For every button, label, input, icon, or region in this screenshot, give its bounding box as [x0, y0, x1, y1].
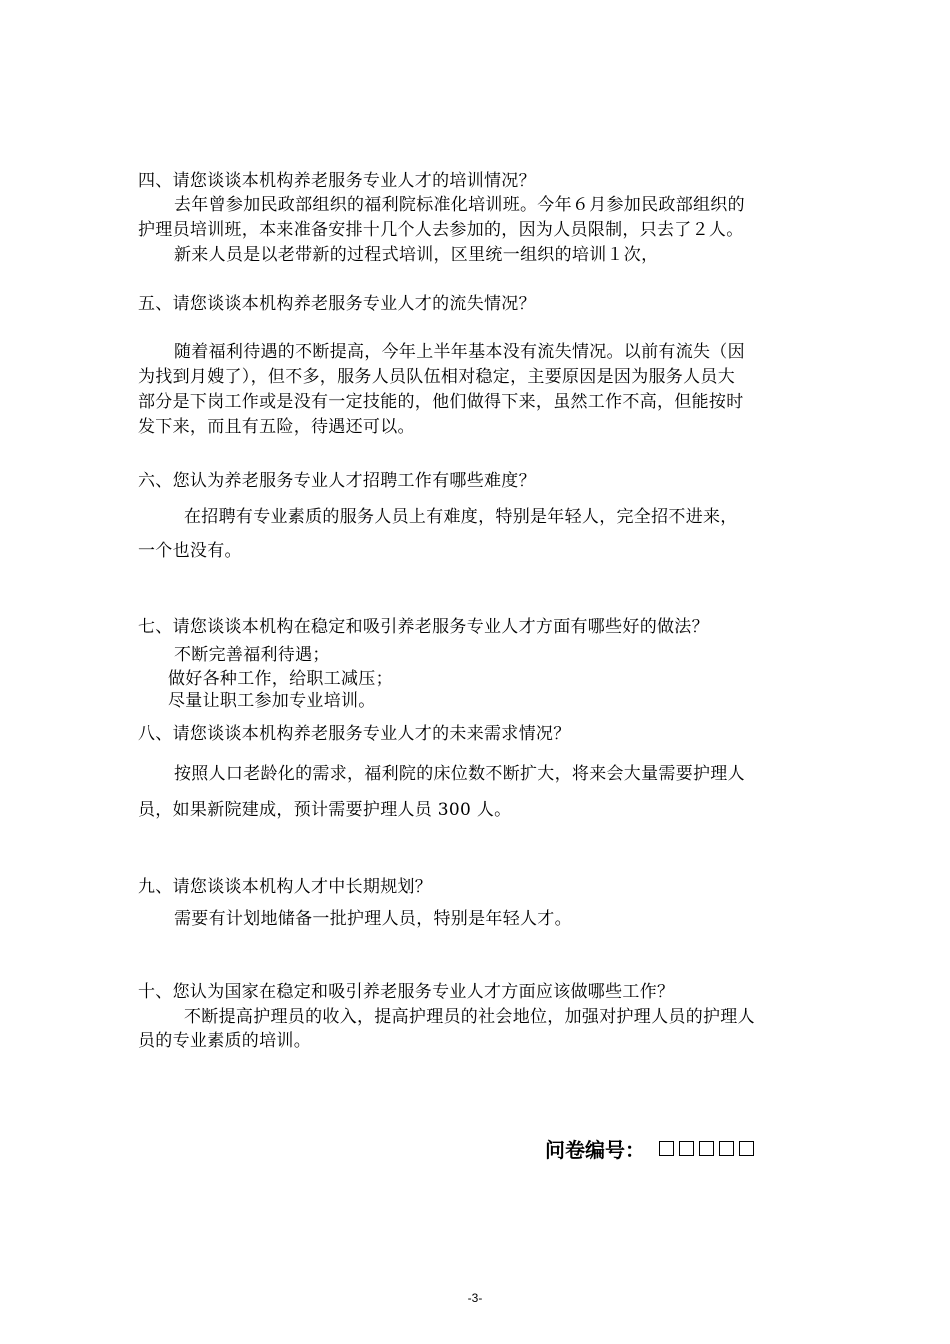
answer-10-line-1: 不断提高护理员的收入，提高护理员的社会地位，加强对护理人员的护理人	[184, 1007, 755, 1027]
question-7: 七、请您谈谈本机构在稳定和吸引养老服务专业人才方面有哪些好的做法？	[138, 617, 709, 637]
answer-7-line-1: 不断完善福利待遇；	[174, 645, 330, 665]
answer-6-line-2: 一个也没有。	[138, 541, 242, 561]
answer-5-line-2: 为找到月嫂了），但不多，服务人员队伍相对稳定，主要原因是因为服务人员大	[138, 367, 735, 387]
answer-7-line-3: 尽量让职工参加专业培训。	[168, 691, 376, 711]
question-10: 十、您认为国家在稳定和吸引养老服务专业人才方面应该做哪些工作？	[138, 982, 675, 1002]
answer-8-line-2: 员，如果新院建成，预计需要护理人员 300 人。	[138, 800, 512, 820]
question-6: 六、您认为养老服务专业人才招聘工作有哪些难度？	[138, 471, 536, 491]
answer-10-line-2: 员的专业素质的培训。	[138, 1031, 311, 1051]
question-8: 八、请您谈谈本机构养老服务专业人才的未来需求情况？	[138, 724, 571, 744]
questionnaire-number-boxes	[659, 1141, 758, 1156]
questionnaire-number-label: 问卷编号：	[545, 1138, 645, 1162]
answer-7-line-2: 做好各种工作，给职工减压；	[168, 669, 393, 689]
answer-4-line-1: 去年曾参加民政部组织的福利院标准化培训班。今年６月参加民政部组织的	[174, 195, 745, 215]
number-box	[719, 1141, 734, 1156]
number-box	[659, 1141, 674, 1156]
answer-4-line-3: 新来人员是以老带新的过程式培训，区里统一组织的培训１次，	[174, 245, 659, 265]
question-9: 九、请您谈谈本机构人才中长期规划？	[138, 877, 433, 897]
answer-5-line-3: 部分是下岗工作或是没有一定技能的，他们做得下来，虽然工作不高，但能按时	[138, 392, 744, 412]
answer-9-line-1: 需要有计划地储备一批护理人员，特别是年轻人才。	[174, 909, 572, 929]
number-box	[679, 1141, 694, 1156]
page-number: -3-	[467, 1291, 483, 1305]
answer-8-line-1: 按照人口老龄化的需求，福利院的床位数不断扩大，将来会大量需要护理人	[174, 764, 745, 784]
question-4: 四、请您谈谈本机构养老服务专业人才的培训情况？	[138, 171, 536, 191]
answer-5-line-1: 随着福利待遇的不断提高，今年上半年基本没有流失情况。以前有流失（因	[174, 342, 745, 362]
question-5: 五、请您谈谈本机构养老服务专业人才的流失情况？	[138, 294, 536, 314]
number-box	[739, 1141, 754, 1156]
answer-5-line-4: 发下来，而且有五险，待遇还可以。	[138, 417, 415, 437]
number-box	[699, 1141, 714, 1156]
answer-4-line-2: 护理员培训班，本来准备安排十几个人去参加的，因为人员限制，只去了２人。	[138, 220, 744, 240]
answer-6-line-1: 在招聘有专业素质的服务人员上有难度，特别是年轻人，完全招不进来，	[184, 507, 738, 527]
